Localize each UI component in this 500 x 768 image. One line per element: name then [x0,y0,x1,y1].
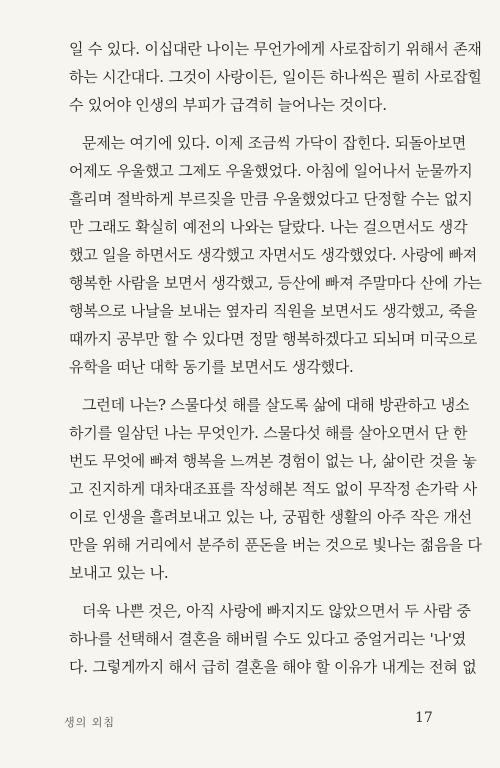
text-line: 번도 무엇에 빠져 행복을 느껴본 경험이 없는 나, 삶이란 것을 놓 [69,452,477,470]
text-line: 하는 시간대다. 그것이 사랑이든, 일이든 하나씩은 필히 사로잡힐 [69,68,482,86]
text-line: 이로 인생을 흘려보내고 있는 나, 궁핍한 생활의 아주 작은 개선 [69,508,472,526]
text-line: 만을 위해 거리에서 분주히 푼돈을 버는 것으로 빛나는 젊음을 다 [69,536,482,554]
paragraph [69,129,482,381]
body-text [69,35,482,681]
text-line: 행복한 사람을 보면서 생각했고, 등산에 빠져 주말마다 산에 가는 [69,274,482,292]
text-line: 흘리며 절박하게 부르짖을 만큼 우울했었다고 단정할 수는 없지 [69,190,473,208]
paragraph [69,35,482,119]
text-line: 하기를 일삼던 나는 무엇인가. 스물다섯 해를 살아오면서 단 한 [69,424,468,442]
text-line: 그런데 나는? 스물다섯 해를 살도록 삶에 대해 방관하고 냉소 [82,396,470,414]
paragraph [69,597,477,681]
text-line: 때까지 공부만 할 수 있다면 정말 행복하겠다고 되뇌며 미국으로 [69,330,478,348]
text-line: 했고 일을 하면서도 생각했고 자면서도 생각했었다. 사랑에 빠져 [69,246,478,264]
text-line: 다. 그렇게까지 해서 급히 결혼을 해야 할 이유가 내게는 전혀 없 [69,658,477,676]
text-line: 만 그래도 확실히 예전의 나와는 달랐다. 나는 걸으면서도 생각 [69,218,468,236]
running-footer-title: 생의 외침 [64,716,116,729]
text-line: 보내고 있는 나. [69,564,169,582]
text-line: 어제도 우울했고 그제도 우울했었다. 아침에 일어나서 눈물까지 [69,162,473,180]
page-number: 17 [415,710,433,726]
text-line: 수 있어야 인생의 부피가 급격히 늘어나는 것이다. [69,96,387,114]
text-line: 고 진지하게 대차대조표를 작성해본 적도 없이 무작정 손가락 사 [69,480,478,498]
text-line: 더욱 나쁜 것은, 아직 사랑에 빠지지도 않았으면서 두 사람 중 [82,602,471,620]
text-line: 행복으로 나날을 보내는 옆자리 직원을 보면서도 생각했고, 죽을 [69,302,478,320]
paragraph [69,391,482,587]
text-line: 유학을 떠난 대학 동기를 보면서도 생각했다. [69,358,354,376]
text-line: 문제는 여기에 있다. 이제 조금씩 가닥이 잡힌다. 되돌아보면 [82,134,467,152]
text-line: 하나를 선택해서 결혼을 해버릴 수도 있다고 중얼거리는 '나'였 [69,630,467,648]
text-line: 일 수 있다. 이십대란 나이는 무언가에게 사로잡히기 위해서 존재 [69,40,482,58]
